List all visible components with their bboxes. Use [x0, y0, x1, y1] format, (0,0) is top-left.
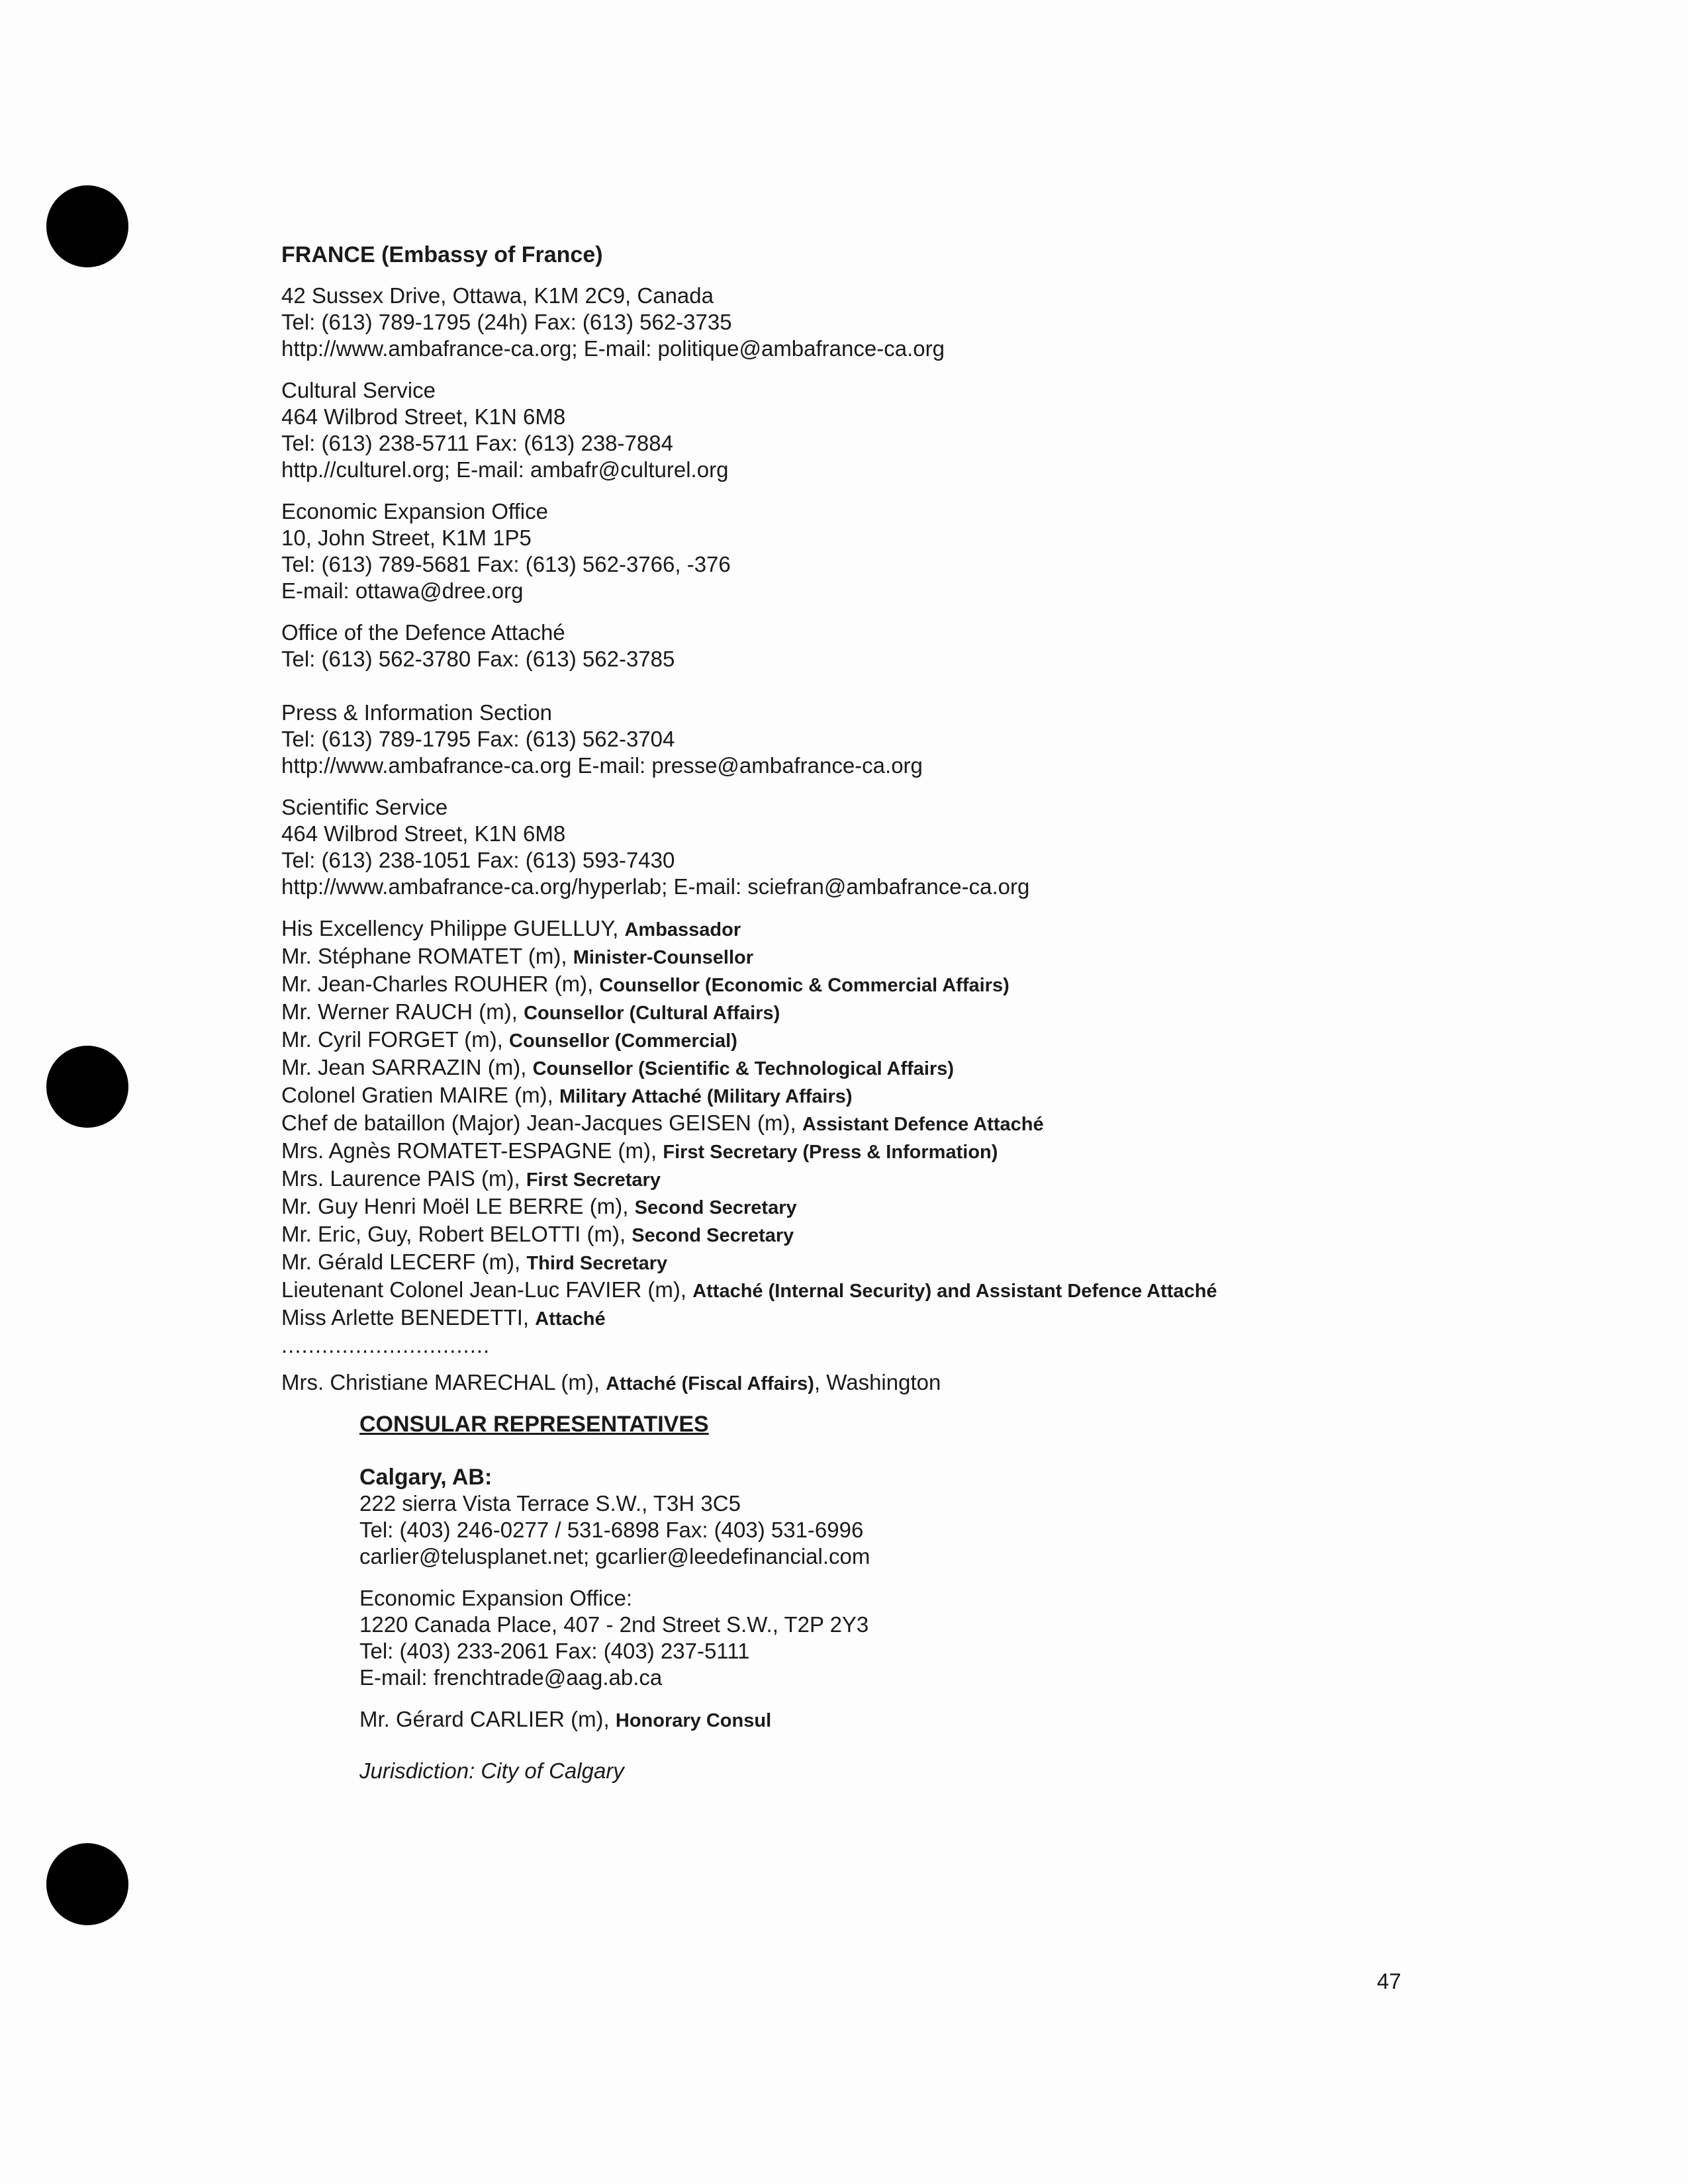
staff-name: Mr. Jean-Charles ROUHER (m),: [281, 972, 600, 996]
chancery-phone: Tel: (613) 789-1795 (24h) Fax: (613) 562-3735: [281, 310, 732, 334]
staff-entry: [281, 1277, 1407, 1304]
staff-role: Second Secretary: [632, 1225, 794, 1246]
consul-entry: [359, 1706, 1352, 1734]
staff-entry: [281, 1026, 1407, 1054]
defence-attache-heading: Office of the Defence Attaché: [281, 620, 565, 645]
economic-office-block: [281, 498, 1407, 604]
calgary-economic-office-block: [359, 1585, 1352, 1691]
chancery-web-email: http://www.ambafrance-ca.org; E-mail: politique@ambafrance-ca.org: [281, 336, 945, 361]
staff-name: Lieutenant Colonel Jean-Luc FAVIER (m),: [281, 1277, 693, 1302]
staff-entry: [281, 1054, 1407, 1082]
staff-name: Mrs. Christiane MARECHAL (m),: [281, 1370, 606, 1394]
calgary-office-phone: Tel: (403) 233-2061 Fax: (403) 237-5111: [359, 1639, 750, 1663]
consular-phone: Tel: (403) 246-0277 / 531-6898 Fax: (403) 531-6996: [359, 1518, 864, 1542]
cultural-service-heading: Cultural Service: [281, 378, 436, 402]
consular-email: carlier@telusplanet.net; gcarlier@leedefinancial.com: [359, 1544, 870, 1569]
economic-office-email: E-mail: ottawa@dree.org: [281, 578, 524, 603]
staff-role: First Secretary: [526, 1169, 661, 1191]
dotted-separator: ...............................: [281, 1333, 491, 1357]
embassy-title: FRANCE (Embassy of France): [281, 242, 603, 267]
jurisdiction: Jurisdiction: City of Calgary: [359, 1758, 624, 1783]
chancery-block: [281, 283, 1407, 362]
scientific-service-phone: Tel: (613) 238-1051 Fax: (613) 593-7430: [281, 848, 675, 872]
consul-role: Honorary Consul: [615, 1710, 772, 1731]
economic-office-heading: Economic Expansion Office: [281, 499, 548, 523]
staff-name: Chef de bataillon (Major) Jean-Jacques GEISEN (m),: [281, 1111, 802, 1135]
staff-name: Mr. Werner RAUCH (m),: [281, 999, 524, 1024]
economic-office-address: 10, John Street, K1M 1P5: [281, 525, 532, 550]
calgary-office-address: 1220 Canada Place, 407 - 2nd Street S.W., T2P 2Y3: [359, 1612, 869, 1637]
staff-role: Counsellor (Cultural Affairs): [524, 1003, 780, 1024]
staff-role: Second Secretary: [634, 1197, 797, 1218]
staff-entry: [281, 943, 1407, 971]
staff-entry: [281, 1138, 1407, 1165]
staff-name: Mr. Eric, Guy, Robert BELOTTI (m),: [281, 1222, 632, 1246]
defence-attache-phone: Tel: (613) 562-3780 Fax: (613) 562-3785: [281, 647, 675, 671]
page-number: 47: [1377, 1969, 1401, 1993]
calgary-office-email: E-mail: frenchtrade@aag.ab.ca: [359, 1665, 663, 1690]
staff-role: Attaché: [535, 1308, 606, 1330]
economic-office-phone: Tel: (613) 789-5681 Fax: (613) 562-3766, -376: [281, 552, 731, 576]
staff-location: , Washington: [814, 1370, 941, 1394]
staff-role: Minister-Counsellor: [573, 947, 754, 968]
press-section-block: [281, 700, 1407, 779]
scientific-service-web-email: http://www.ambafrance-ca.org/hyperlab; E-mail: sciefran@ambafrance-ca.org: [281, 874, 1030, 899]
press-section-phone: Tel: (613) 789-1795 Fax: (613) 562-3704: [281, 727, 675, 751]
cultural-service-address: 464 Wilbrod Street, K1N 6M8: [281, 404, 566, 429]
consular-city: Calgary, AB:: [359, 1465, 492, 1490]
staff-role: Counsellor (Commercial): [509, 1030, 737, 1052]
punch-hole-top: [46, 185, 128, 267]
press-section-heading: Press & Information Section: [281, 700, 553, 725]
staff-name: Miss Arlette BENEDETTI,: [281, 1305, 536, 1330]
staff-role: Attaché (Fiscal Affairs): [606, 1373, 814, 1394]
staff-name: Mr. Guy Henri Moël LE BERRE (m),: [281, 1194, 635, 1218]
staff-list: [281, 915, 1407, 1397]
staff-name: Colonel Gratien MAIRE (m),: [281, 1083, 559, 1107]
staff-name: Mr. Gérald LECERF (m),: [281, 1250, 527, 1274]
consular-title: CONSULAR REPRESENTATIVES: [359, 1412, 709, 1437]
staff-entry: [281, 999, 1407, 1026]
staff-role: Counsellor (Scientific & Technological Affairs): [532, 1058, 955, 1079]
consular-section: [359, 1411, 1352, 1784]
staff-role: Third Secretary: [526, 1253, 668, 1274]
chancery-address: 42 Sussex Drive, Ottawa, K1M 2C9, Canada: [281, 283, 714, 308]
defence-attache-block: [281, 619, 1407, 672]
staff-role: Ambassador: [624, 919, 741, 940]
staff-name: Mrs. Agnès ROMATET-ESPAGNE (m),: [281, 1138, 663, 1163]
scientific-service-heading: Scientific Service: [281, 795, 448, 819]
press-section-web-email: http://www.ambafrance-ca.org E-mail: presse@ambafrance-ca.org: [281, 753, 923, 778]
punch-hole-bottom: [46, 1843, 128, 1925]
staff-role: Attaché (Internal Security) and Assistant Defence Attaché: [692, 1281, 1217, 1302]
staff-role: First Secretary (Press & Information): [663, 1142, 998, 1163]
consular-address: 222 sierra Vista Terrace S.W., T3H 3C5: [359, 1491, 741, 1516]
staff-entry: [281, 1110, 1407, 1138]
staff-role: Counsellor (Economic & Commercial Affairs): [599, 975, 1009, 996]
scientific-service-block: [281, 794, 1407, 900]
calgary-block: [359, 1464, 1352, 1570]
staff-role: Military Attaché (Military Affairs): [559, 1086, 853, 1107]
staff-entry: [281, 1304, 1407, 1332]
embassy-listing: [281, 242, 1407, 1397]
staff-entry: [281, 1193, 1407, 1221]
staff-name: Mr. Cyril FORGET (m),: [281, 1027, 510, 1052]
staff-entry: [281, 971, 1407, 999]
staff-entry: [281, 1249, 1407, 1277]
consul-name: Mr. Gérard CARLIER (m),: [359, 1707, 616, 1731]
cultural-service-phone: Tel: (613) 238-5711 Fax: (613) 238-7884: [281, 431, 673, 455]
punch-hole-middle: [46, 1046, 128, 1128]
staff-name: Mr. Stéphane ROMATET (m),: [281, 944, 573, 968]
washington-entry: [281, 1369, 1407, 1397]
staff-name: Mrs. Laurence PAIS (m),: [281, 1166, 526, 1191]
cultural-service-block: [281, 377, 1407, 483]
calgary-office-heading: Economic Expansion Office:: [359, 1586, 633, 1610]
scientific-service-address: 464 Wilbrod Street, K1N 6M8: [281, 821, 566, 846]
staff-entry: [281, 1221, 1407, 1249]
cultural-service-web-email: http.//culturel.org; E-mail: ambafr@culturel.org: [281, 457, 729, 482]
staff-entry: [281, 915, 1407, 943]
staff-name: His Excellency Philippe GUELLUY,: [281, 916, 625, 940]
staff-name: Mr. Jean SARRAZIN (m),: [281, 1055, 533, 1079]
staff-entry: [281, 1082, 1407, 1110]
staff-role: Assistant Defence Attaché: [802, 1114, 1044, 1135]
staff-entry: [281, 1165, 1407, 1193]
